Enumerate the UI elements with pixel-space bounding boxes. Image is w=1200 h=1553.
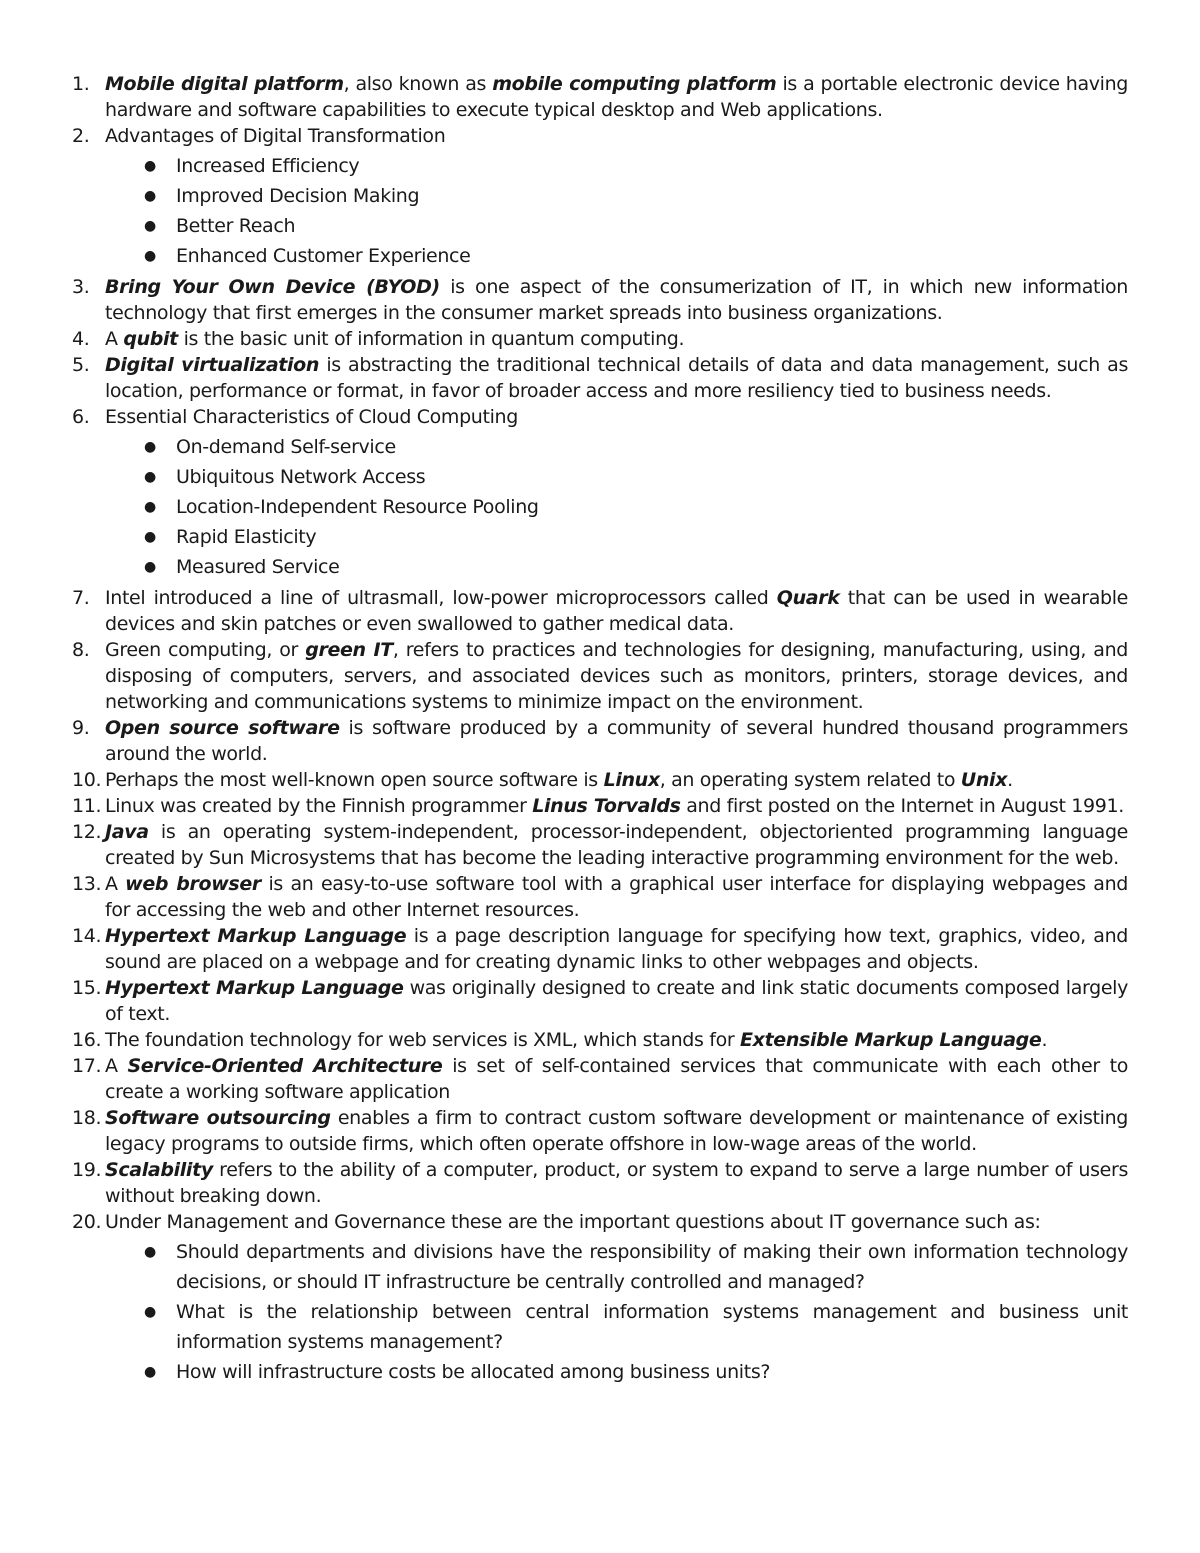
bullet-list (105, 432, 1128, 582)
item-number: 14. (72, 925, 102, 947)
list-item (72, 871, 1128, 923)
item-text (105, 328, 684, 350)
bullet-text: Increased Efficiency (176, 155, 360, 177)
text-run: is software produced by a community of several hundred thousand programmers around the world. (105, 717, 1128, 765)
bullet-item (144, 241, 1128, 271)
bullet-item (144, 462, 1128, 492)
item-text (105, 795, 1124, 817)
bullet-text: What is the relationship between central information systems management and business unit information systems management? (176, 1301, 1128, 1353)
bullet-item (144, 1297, 1128, 1357)
bullet-text: Measured Service (176, 556, 340, 578)
key-term: Linux (603, 769, 660, 791)
item-text (105, 769, 1013, 791)
text-run: is an easy-to-use software tool with a graphical user interface for displaying webpages and for accessing the web and other Internet resources. (105, 873, 1128, 921)
bullet-icon: ● (144, 218, 156, 234)
list-item (72, 1053, 1128, 1105)
item-number: 4. (72, 328, 90, 350)
list-item (72, 404, 1128, 582)
text-run: A (105, 328, 124, 350)
bullet-icon: ● (144, 158, 156, 174)
item-number: 8. (72, 639, 90, 661)
list-item (72, 715, 1128, 767)
key-term: Digital virtualization (105, 354, 320, 376)
item-text (105, 354, 1128, 402)
item-number: 16. (72, 1029, 102, 1051)
item-text (105, 873, 1128, 921)
list-item (72, 352, 1128, 404)
item-text (105, 717, 1128, 765)
text-run: is a portable electronic device having hardware and software capabilities to execute typical desktop and Web applications. (105, 73, 1129, 121)
text-run: that can be used in wearable devices and skin patches or even swallowed to gather medical data. (105, 587, 1128, 635)
bullet-icon: ● (144, 499, 156, 515)
item-number: 5. (72, 354, 90, 376)
item-text (105, 639, 1128, 713)
text-run: is a page description language for specifying how text, graphics, video, and sound are placed on a webpage and for creating dynamic links to other webpages and objects. (105, 925, 1129, 973)
item-text (105, 821, 1128, 869)
key-term: Hypertext Markup Language (105, 925, 407, 947)
bullet-item (144, 432, 1128, 462)
key-term: Quark (776, 587, 840, 609)
bullet-icon: ● (144, 1244, 156, 1260)
bullet-text: Location-Independent Resource Pooling (176, 496, 539, 518)
item-text (105, 125, 445, 147)
text-run: . (1007, 769, 1013, 791)
key-term: Scalability (105, 1159, 213, 1181)
item-text (105, 406, 518, 428)
bullet-list (105, 151, 1128, 271)
bullet-icon: ● (144, 1304, 156, 1320)
item-text (105, 276, 1128, 324)
item-number: 2. (72, 125, 90, 147)
text-run: enables a firm to contract custom software development or maintenance of existing legacy programs to outside firms, which often operate offshore in low-wage areas of the world. (105, 1107, 1128, 1155)
list-item (72, 274, 1128, 326)
item-text (105, 977, 1128, 1025)
item-number: 18. (72, 1107, 102, 1129)
text-run: Linux was created by the Finnish programmer (105, 795, 533, 817)
item-text (105, 1107, 1128, 1155)
bullet-icon: ● (144, 439, 156, 455)
text-run: Essential Characteristics of Cloud Computing (105, 406, 518, 428)
bullet-text: How will infrastructure costs be allocated among business units? (176, 1361, 771, 1383)
text-run: is set of self-contained services that communicate with each other to create a working software application (105, 1055, 1128, 1103)
item-text (105, 925, 1128, 973)
item-number: 10. (72, 769, 102, 791)
item-text (105, 1211, 1041, 1233)
key-term: Extensible Markup Language (740, 1029, 1042, 1051)
list-item (72, 819, 1128, 871)
list-item (72, 975, 1128, 1027)
item-text (105, 1029, 1047, 1051)
key-term: Hypertext Markup Language (105, 977, 404, 999)
bullet-item (144, 1357, 1128, 1387)
bullet-text: On-demand Self-service (176, 436, 396, 458)
item-number: 3. (72, 276, 90, 298)
item-text (105, 1159, 1128, 1207)
list-item (72, 793, 1128, 819)
bullet-text: Should departments and divisions have the responsibility of making their own information technology decisions, or should IT infrastructure be centrally controlled and managed? (176, 1241, 1128, 1293)
numbered-list (72, 71, 1128, 1387)
bullet-list (105, 1237, 1128, 1387)
bullet-text: Enhanced Customer Experience (176, 245, 471, 267)
key-term: Software outsourcing (105, 1107, 331, 1129)
list-item (72, 1105, 1128, 1157)
bullet-icon: ● (144, 469, 156, 485)
item-number: 20. (72, 1211, 102, 1233)
list-item (72, 923, 1128, 975)
item-number: 9. (72, 717, 90, 739)
bullet-text: Improved Decision Making (176, 185, 420, 207)
text-run: Intel introduced a line of ultrasmall, low-power microprocessors called (105, 587, 777, 609)
text-run: A (105, 1055, 128, 1077)
item-number: 15. (72, 977, 102, 999)
list-item (72, 637, 1128, 715)
bullet-icon: ● (144, 529, 156, 545)
bullet-text: Better Reach (176, 215, 296, 237)
text-run: is abstracting the traditional technical details of data and data management, such as location, performance or format, in favor of broader access and more resiliency tied to business needs. (105, 354, 1128, 402)
text-run: and first posted on the Internet in August 1991. (680, 795, 1124, 817)
text-run: is an operating system-independent, processor-independent, objectoriented programming language created by Sun Microsystems that has become the leading interactive programming environment for the web. (105, 821, 1128, 869)
list-item (72, 326, 1128, 352)
text-run: , refers to practices and technologies for designing, manufacturing, using, and disposing of computers, servers, and associated devices such as monitors, printers, storage devices, and networking and communications systems to minimize impact on the environment. (105, 639, 1128, 713)
key-term: mobile computing platform (492, 73, 777, 95)
bullet-icon: ● (144, 248, 156, 264)
item-number: 12. (72, 821, 102, 843)
list-item (72, 585, 1128, 637)
bullet-item (144, 151, 1128, 181)
text-run: refers to the ability of a computer, product, or system to expand to serve a large number of users without breaking down. (105, 1159, 1128, 1207)
key-term: Bring Your Own Device (BYOD) (105, 276, 440, 298)
text-run: The foundation technology for web services is XML, which stands for (105, 1029, 741, 1051)
bullet-icon: ● (144, 559, 156, 575)
key-term: Mobile digital platform (105, 73, 344, 95)
item-number: 7. (72, 587, 90, 609)
key-term: Open source software (105, 717, 340, 739)
bullet-item (144, 492, 1128, 522)
item-number: 11. (72, 795, 102, 817)
key-term: Java (105, 821, 149, 843)
bullet-item (144, 552, 1128, 582)
list-item (72, 1027, 1128, 1053)
text-run: is one aspect of the consumerization of IT, in which new information technology that first emerges in the consumer market spreads into business organizations. (105, 276, 1128, 324)
item-number: 13. (72, 873, 102, 895)
key-term: qubit (123, 328, 178, 350)
bullet-item (144, 522, 1128, 552)
list-item (72, 1209, 1128, 1387)
item-text (105, 73, 1128, 121)
key-term: web browser (125, 873, 261, 895)
list-item (72, 71, 1128, 123)
bullet-item (144, 1237, 1128, 1297)
text-run: , also known as (343, 73, 493, 95)
text-run: . (1041, 1029, 1048, 1051)
item-number: 19. (72, 1159, 102, 1181)
bullet-icon: ● (144, 1364, 156, 1380)
bullet-item (144, 211, 1128, 241)
text-run: Advantages of Digital Transformation (105, 125, 446, 147)
list-item (72, 1157, 1128, 1209)
bullet-text: Ubiquitous Network Access (176, 466, 426, 488)
bullet-item (144, 181, 1128, 211)
text-run: A (105, 873, 126, 895)
list-item (72, 767, 1128, 793)
text-run: Green computing, or (105, 639, 306, 661)
item-number: 1. (72, 73, 90, 95)
item-text (105, 1055, 1128, 1103)
text-run: Under Management and Governance these are the important questions about IT governance such as: (105, 1211, 1041, 1233)
bullet-icon: ● (144, 188, 156, 204)
list-item (72, 123, 1128, 271)
key-term: Service-Oriented Architecture (127, 1055, 443, 1077)
text-run: , an operating system related to (659, 769, 961, 791)
key-term: Linus Torvalds (532, 795, 681, 817)
item-number: 6. (72, 406, 90, 428)
key-term: green IT (305, 639, 393, 661)
item-number: 17. (72, 1055, 102, 1077)
bullet-text: Rapid Elasticity (176, 526, 317, 548)
text-run: was originally designed to create and link static documents composed largely of text. (105, 977, 1128, 1025)
item-text (105, 587, 1128, 635)
text-run: is the basic unit of information in quantum computing. (177, 328, 685, 350)
key-term: Unix (960, 769, 1008, 791)
text-run: Perhaps the most well-known open source software is (105, 769, 604, 791)
